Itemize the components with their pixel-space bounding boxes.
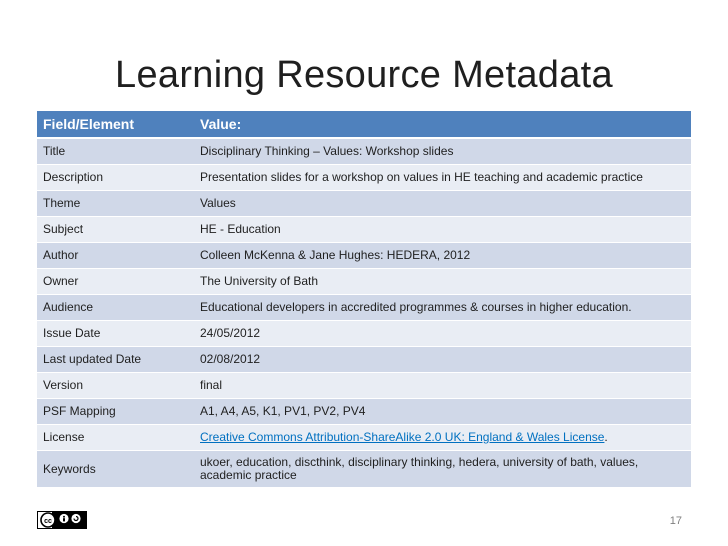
- table-row-owner: [37, 269, 691, 295]
- svg-text:cc: cc: [44, 518, 52, 525]
- table-row-license: [37, 425, 691, 451]
- field-value: Colleen McKenna & Jane Hughes: HEDERA, 2012: [192, 243, 691, 269]
- table-row-description: [37, 165, 691, 191]
- table-row-subject: [37, 217, 691, 243]
- header-value: Value:: [192, 111, 691, 138]
- header-field: Field/Element: [37, 111, 192, 138]
- table-row-audience: [37, 295, 691, 321]
- table-row-keywords: [37, 451, 691, 488]
- table-row-author: [37, 243, 691, 269]
- field-label: Description: [37, 165, 192, 191]
- field-label: Keywords: [37, 451, 192, 488]
- field-value: HE - Education: [192, 217, 691, 243]
- field-value: 24/05/2012: [192, 321, 691, 347]
- table-row-title: [37, 138, 691, 165]
- metadata-table: [37, 111, 691, 488]
- field-value: Presentation slides for a workshop on values in HE teaching and academic practice: [192, 165, 691, 191]
- field-label: Author: [37, 243, 192, 269]
- field-label: Theme: [37, 191, 192, 217]
- field-value: 02/08/2012: [192, 347, 691, 373]
- field-value: final: [192, 373, 691, 399]
- field-value: Disciplinary Thinking – Values: Workshop slides: [192, 138, 691, 165]
- field-value: The University of Bath: [192, 269, 691, 295]
- table-header-row: [37, 111, 691, 138]
- cc-badge-graphic: [38, 512, 86, 528]
- field-value: A1, A4, A5, K1, PV1, PV2, PV4: [192, 399, 691, 425]
- field-value: Values: [192, 191, 691, 217]
- field-label: License: [37, 425, 192, 451]
- field-label: Version: [37, 373, 192, 399]
- field-label: Owner: [37, 269, 192, 295]
- field-label: Audience: [37, 295, 192, 321]
- slide-title: Learning Resource Metadata: [115, 54, 613, 96]
- field-value: [192, 425, 691, 451]
- table-row-issue-date: [37, 321, 691, 347]
- field-value: Educational developers in accredited programmes & courses in higher education.: [192, 295, 691, 321]
- table-row-version: [37, 373, 691, 399]
- license-link[interactable]: Creative Commons Attribution-ShareAlike 2.0 UK: England & Wales License: [200, 430, 605, 444]
- field-label: Subject: [37, 217, 192, 243]
- page-number: 17: [669, 515, 682, 527]
- license-suffix: .: [604, 430, 608, 444]
- field-value: ukoer, education, discthink, disciplinary thinking, hedera, university of bath, values, academic practice: [192, 451, 691, 488]
- table-row-last-updated: [37, 347, 691, 373]
- field-label: PSF Mapping: [37, 399, 192, 425]
- field-label: Title: [37, 138, 192, 165]
- table-row-theme: [37, 191, 691, 217]
- cc-by-sa-icon[interactable]: [37, 511, 87, 529]
- field-label: Last updated Date: [37, 347, 192, 373]
- table-row-psf-mapping: [37, 399, 691, 425]
- field-label: Issue Date: [37, 321, 192, 347]
